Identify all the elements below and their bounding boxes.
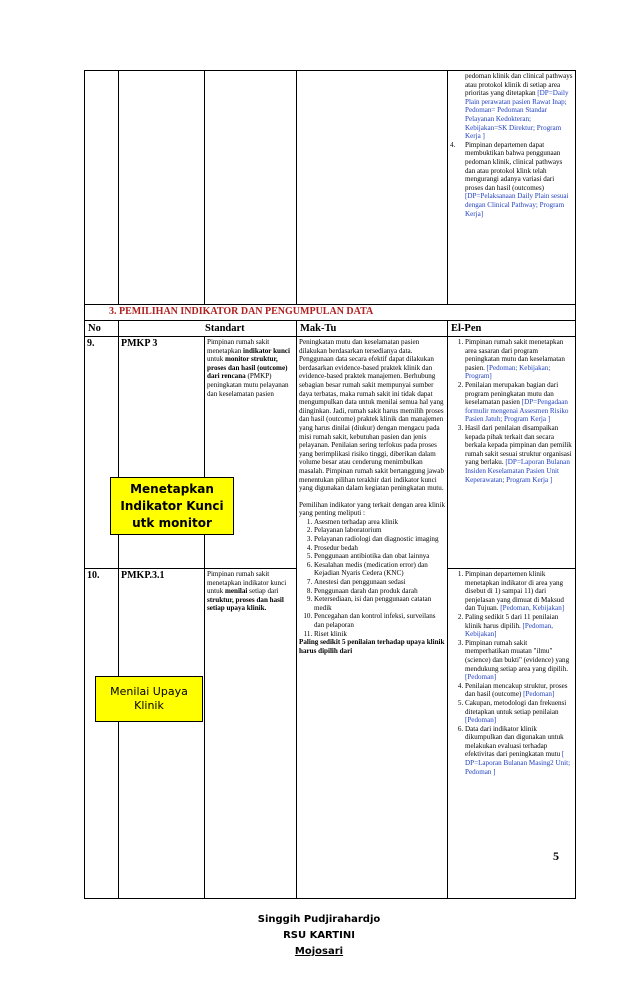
list-item: 9. Ketersediaan, isi dan penggunaan catatan medik: [314, 595, 445, 612]
row-standard-text: Pimpinan rumah sakit menetapkan indikator kunci untuk menilai setiap dari struktur, proses dan hasil setiap upaya klinik.: [205, 569, 297, 899]
list-item: 3. Pelayanan radiologi dan diagnostic imaging: [314, 535, 445, 544]
row-number: 9.: [85, 337, 119, 569]
callout-menilai: Menilai Upaya Klinik: [95, 676, 203, 722]
list-item: 6. Data dari indikator klinik dikumpulkan dan digunakan untuk melakukan evaluasi terhadap efektivitas dari peningkatan mutu [ DP=Laporan Bulanan Masing2 Unit; Pedoman ]: [465, 725, 573, 777]
list-item: 6. Kesalahan medis (medication error) dan Kejadian Nyaris Cedera (KNC): [314, 561, 445, 578]
section-title: 3. PEMILIHAN INDIKATOR DAN PENGUMPULAN DATA: [85, 305, 576, 321]
header-maktu: Mak-Tu: [297, 321, 448, 337]
header-elpen: El-Pen: [448, 321, 576, 337]
list-item: 1. Pimpinan rumah sakit menetapkan area sasaran dari program peningkatan mutu dan keselamatan pasien. [Pedoman; Kebijakan; Program]: [465, 338, 573, 381]
row-number: 10.: [85, 569, 119, 899]
header-standart: Standart: [119, 321, 297, 337]
list-item: 10. Pencegahan dan kontrol infeksi, surveilans dan pelaporan: [314, 612, 445, 629]
page-number: 5: [553, 849, 559, 863]
elpen-continuation: pedoman klinik dan clinical pathways atau protokol klinik di setiap area prioritas yang ditetapkan [DP=Daily Plain perawatan pasien Rawat Inap; Pedoman= Pedoman Standar Pelayanan Kedokteran; Kebijakan=SK Direktur; Program Kerja ] 4. Pimpinan departemen dapat membuktikan bahwa penggunaan pedoman klinik, clinical pathways dan atau protokol klink telah mengurangi adanya variasi dari proses dan hasil (outcomes) [DP=Pelaksanaan Daily Plain sesuai dengan Clinical Pathway; Program Kerja]: [448, 71, 576, 305]
list-item: 8. Penggunaan darah dan produk darah: [314, 587, 445, 596]
header-no: No: [85, 321, 119, 337]
list-item: 5. Cakupan, metodologi dan frekuensi ditetapkan untuk setiap penilaian [Pedoman]: [465, 699, 573, 725]
signature-hospital: RSU KARTINI: [283, 930, 355, 941]
list-item: 2. Pelayanan laboratorium: [314, 526, 445, 535]
list-item: 1. Pimpinan departemen klinik menetapkan indikator di area yang disebut di 1) sampai 11) dari penjelasan yang dimuat di Maksud dan Tujuan. [Pedoman, Kebijakan]: [465, 570, 573, 613]
list-item: 4. Penilaian mencakup struktur, proses dan hasil (outcome) [Pedoman]: [465, 682, 573, 699]
row-elpen: [448, 337, 576, 569]
list-item: 3. Pimpinan rumah sakit memperhatikan muatan "ilmu" (science) dan bukti" (evidence) yang mendukung setiap area yang dipilih. [Pedoman]: [465, 639, 573, 682]
list-item: 2. Paling sedikit 5 dari 11 penilaian klinik harus dipilih. [Pedoman, Kebijakan]: [465, 613, 573, 639]
signature-place: Mojosari: [294, 946, 344, 957]
continuation-row: [85, 71, 576, 305]
signature-name: Singgih Pudjirahardjo: [257, 914, 381, 925]
list-item: 11. Riset klinik: [314, 630, 445, 639]
list-item: 7. Anestesi dan penggunaan sedasi: [314, 578, 445, 587]
list-item: 3. Hasil dari penilaian disampaikan kepada pihak terkait dan secara berkala kepada pimpinan dan pemilik rumah sakit sesuai struktur organisasi yang berlaku. [DP=Laporan Bulanan Insiden Keselamatan Pasien Unit Keperawatan; Program Kerja ]: [465, 424, 573, 484]
row-maktu: Peningkatan mutu dan keselamatan pasien dilakukan berdasarkan tersedianya data. Penggunaan data secara efektif dapat dilakukan berdasarkan evidence-based praktek klinik dan evidence-based praktek manajemen. Berhubung sebagian besar rumah sakit mempunyai sumber daya terbatas, maka rumah sakit ini tidak dapat mengumpulkan data untuk menilai semua hal yang diinginkan. Jadi, rumah sakit harus memilih proses dan hasil (outcome) praktek klinik dan manajemen yang harus dinilai (diukur) dengan mengacu pada misi rumah sakit, kebutuhan pasien dan jenis pelayanan. Penilaian sering terfokus pada proses yang berimplikasi risiko tinggi, diberikan dalam volume besar atau cenderung menimbulkan masalah. Pimpinan rumah sakit bertanggung jawab menentukan pilihan terakhir dari indikator kunci yang digunakan dalam kegiatan peningkatan mutu. Pemilihan indikator yang terkait dengan area klinik yang penting meliputi : 1. Asesmen terhadap area klinik 2. Pelayanan laboratorium 3. Pelayanan radiologi dan diagnostic imaging 4. Prosedur bedah 5. Penggunaan antibiotika dan obat lainnya 6. Kesalahan medis (medication error) dan Kejadian Nyaris Cedera (KNC) 7. Anestesi dan penggunaan sedasi 8. Penggunaan darah dan produk darah 9. Ketersediaan, isi dan penggunaan catatan medik 10. Pencegahan dan kontrol infeksi, surveilans dan pelaporan 11. Riset klinik Paling sedikit 5 penilaian terhadap upaya klinik harus dipilih dari: [297, 337, 448, 899]
row-standard-code: PMKP.3.1: [119, 569, 205, 899]
callout-menetapkan: Menetapkan Indikator Kunci utk monitor: [110, 477, 234, 535]
list-item: 2. Penilaian merupakan bagian dari program peningkatan mutu dan keselamatan pasien [DP=Pengadaan formulir mengenai Assesmen Risiko Pasien Jatuh; Program Kerja ]: [465, 381, 573, 424]
list-item: 4. Prosedur bedah: [314, 544, 445, 553]
row-standard-code: PMKP 3: [119, 337, 205, 569]
list-item: 1. Asesmen terhadap area klinik: [314, 518, 445, 527]
row-standard-text: Pimpinan rumah sakit menetapkan indikator kunci untuk monitor struktur, proses dan hasil (outcome) dari rencana (PMKP) peningkatan mutu pelayanan dan keselamatan pasien: [205, 337, 297, 569]
list-item: 5. Penggunaan antibiotika dan obat lainnya: [314, 552, 445, 561]
table-header: [85, 321, 576, 337]
